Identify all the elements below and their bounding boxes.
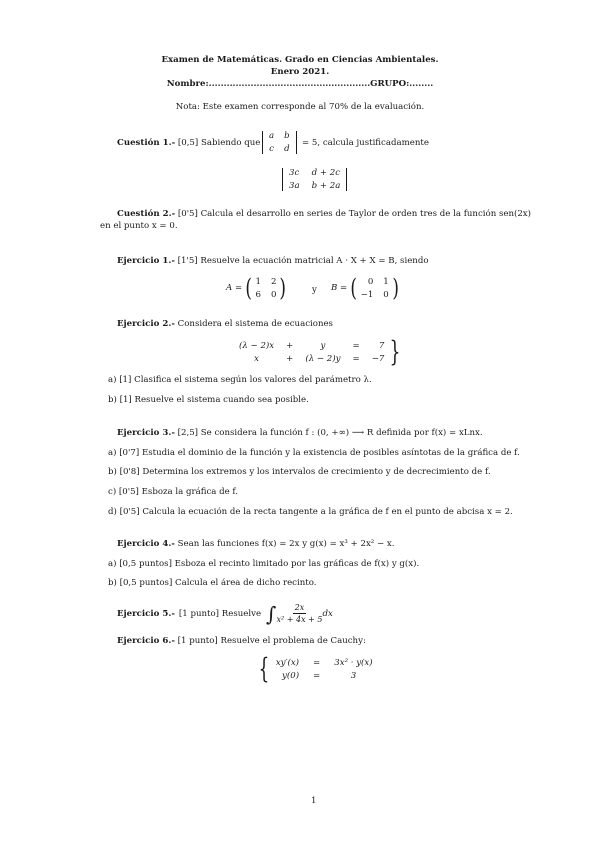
integrand-fraction (276, 603, 322, 624)
exam-title: Examen de Matemáticas. Grado en Ciencias Ambientales. (161, 55, 439, 65)
det2-cell: 3a (289, 181, 300, 191)
cauchy-cell: 3 (350, 670, 357, 681)
question-1-tail: = 5, calcula justificadamente (302, 138, 429, 148)
exercise-6-line (117, 636, 366, 646)
exercise-2-text: Considera el sistema de ecuaciones (177, 319, 333, 329)
exercise-5-text: [1 punto] Resuelve (178, 608, 262, 619)
cauchy-cell: = (313, 657, 321, 668)
system-cell: y (320, 340, 326, 351)
exercise-5-label: Ejercicio 5.- (117, 608, 175, 619)
determinant-target (282, 168, 347, 191)
exercise-2-label: Ejercicio 2.- (117, 319, 175, 329)
question-2-line (117, 209, 531, 219)
integral-sign: ∫ (266, 601, 277, 626)
matrix-B-cell: 0 (367, 276, 374, 287)
matrix-A-cell: 2 (270, 276, 277, 287)
exercise-2-line (117, 319, 333, 329)
system-cell: + (286, 353, 294, 364)
system-cell: x (254, 353, 259, 364)
exercise-1-line (117, 256, 429, 266)
question-1-line (117, 138, 260, 148)
matrix-B-label: B = (331, 283, 348, 293)
exercise-4-text: Sean las funciones f(x) = 2x y g(x) = x³ + 2x² − x. (177, 539, 395, 549)
cauchy-cell: xy′(x) (275, 657, 300, 668)
exercise-3-part-b: b) [0'8] Determina los extremos y los intervalos de crecimiento y de decrecimiento de f. (108, 467, 491, 477)
equation-system: (λ − 2)x + y = 7 x + (λ − 2)y = −7 } (239, 335, 401, 368)
exercise-6-label: Ejercicio 6.- (117, 636, 175, 646)
cauchy-cell: 3x² · y(x) (334, 657, 373, 668)
cauchy-cell: = (313, 670, 321, 681)
exercise-3-label: Ejercicio 3.- (117, 428, 175, 438)
system-cell: = (352, 353, 360, 364)
exercise-3-part-c: c) [0'5] Esboza la gráfica de f. (108, 487, 239, 497)
exercise-3-line (117, 428, 483, 438)
exercise-4-label: Ejercicio 4.- (117, 539, 175, 549)
exercise-3-part-d: d) [0'5] Calcula la ecuación de la recta tangente a la gráfica de f en el punto de abcisa x = 2. (108, 507, 513, 517)
exercise-2-part-a: a) [1] Clasifica el sistema según los valores del parámetro λ. (108, 375, 372, 385)
question-2-label: Cuestión 2.- (117, 209, 176, 219)
page-number: 1 (311, 796, 317, 806)
system-cell: + (286, 340, 294, 351)
system-cell: (λ − 2)x (239, 340, 275, 351)
system-cell: (λ − 2)y (305, 353, 341, 364)
matrix-B-cell: −1 (360, 289, 374, 300)
det2-cell: b + 2a (311, 181, 341, 191)
fraction-numerator: 2x (294, 603, 305, 612)
determinant-abcd (262, 131, 297, 154)
system-cell: = (352, 340, 360, 351)
matrix-A-cell: 6 (255, 289, 261, 300)
exercise-4-part-b: b) [0,5 puntos] Calcula el área de dicho recinto. (108, 578, 317, 588)
exercise-4-part-a: a) [0,5 puntos] Esboza el recinto limitado por las gráficas de f(x) y g(x). (108, 559, 420, 569)
system-cell: −7 (371, 353, 385, 364)
system-cell: 7 (378, 340, 385, 351)
det1-cell: d (284, 144, 290, 154)
matrix-B: B = ( 0 1 −1 0 ) (331, 274, 399, 302)
det1-cell: b (284, 131, 290, 141)
exercise-1-text: [1'5] Resuelve la ecuación matricial A · X + X = B, siendo (177, 256, 429, 266)
question-1-label: Cuestión 1.- (117, 138, 176, 148)
matrix-A: A = ( 1 2 6 0 ) (226, 274, 287, 302)
question-2-text: [0'5] Calcula el desarrollo en series de Taylor de orden tres de la función sen(2x) (177, 209, 532, 219)
conjunction-y: y (312, 285, 317, 295)
name-group-line: Nombre:......................................................GRUPO:........ (166, 79, 434, 89)
differential: dx (322, 608, 333, 619)
exam-date: Enero 2021. (270, 67, 330, 77)
matrix-A-label: A = (226, 283, 243, 293)
question-2-continuation: en el punto x = 0. (100, 221, 178, 231)
question-1-intro: [0,5] Sabiendo que (177, 138, 261, 148)
exam-note: Nota: Este examen corresponde al 70% de la evaluación. (175, 102, 425, 112)
det1-cell: a (269, 131, 275, 141)
matrix-B-cell: 0 (383, 289, 389, 300)
exercise-4-line (117, 539, 395, 549)
exercise-5-line (117, 603, 333, 624)
exercise-3-text: [2,5] Se considera la función f : (0, +∞) ⟶ R definida por f(x) = xLnx. (177, 428, 483, 438)
matrix-B-cell: 1 (383, 276, 389, 287)
exercise-1-label: Ejercicio 1.- (117, 256, 175, 266)
exercise-2-part-b: b) [1] Resuelve el sistema cuando sea posible. (108, 395, 309, 405)
fraction-denominator: x² + 4x + 5 (276, 615, 323, 624)
exercise-6-text: [1 punto] Resuelve el problema de Cauchy: (177, 636, 366, 646)
matrix-A-cell: 1 (255, 276, 261, 287)
det2-cell: 3c (289, 168, 300, 178)
det1-cell: c (269, 144, 274, 154)
det2-cell: d + 2c (311, 168, 341, 178)
matrix-A-cell: 0 (270, 289, 277, 300)
cauchy-cell: y(0) (282, 670, 300, 681)
cauchy-system: { xy′(x) = 3x² · y(x) y(0) = 3 (258, 652, 373, 685)
exercise-3-part-a: a) [0'7] Estudia el dominio de la función y la existencia de posibles asíntotas de la gráfica de f. (108, 448, 520, 458)
